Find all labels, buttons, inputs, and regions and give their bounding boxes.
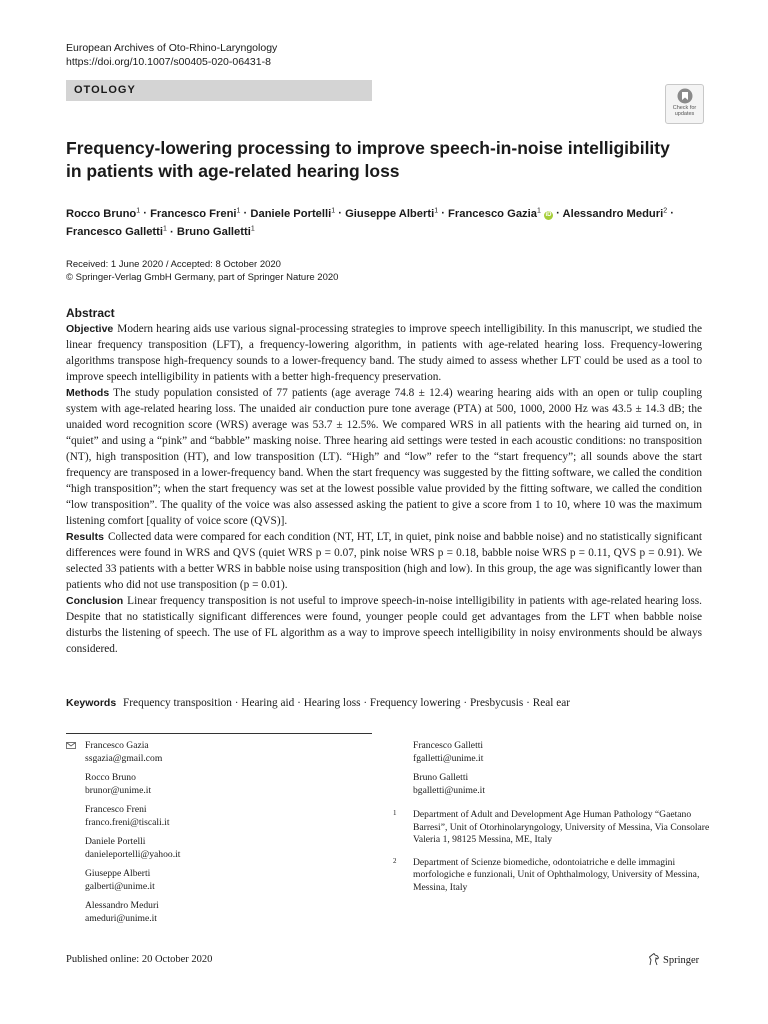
affiliation-item [393, 809, 713, 847]
abstract-methods: Methods The study population consisted of 77 patients (age average 74.8 ± 12.4) wearing hearing aids with an open or tulip coupling system with age-related hearing loss. The unaided air conduction pure tone average (PTA) at 500, 1000, 2000 Hz was 43.5 ± 14.3 dB; the unaided word recognition score (WRS) average was 53.7 ± 12.5%. We compared WRS in all patients with the hearing aid turned on, in “quiet” and using a “pink” and “babble” masking noise. Three hearing aid settings were tested in each acoustic conditions: no transposition (NT), high transposition (HT), and low transposition (LT). “High” and “low” refer to the “start frequency”; all sounds above the start frequency are transposed in a lower-frequency band. When the start frequency was suggested by the fitting software, we called the condition “high transposition”; when the start frequency was set at the lowest possible value provided by the fitting software, we called the condition “low transposition”. The quality of the voice was also assessed asking the patient to give a score from 1 to 10, where 10 was the maximum listening comfort [quality of voice score (QVS)]. [66, 387, 702, 527]
publisher-logo [648, 953, 699, 966]
author-separator: · [166, 226, 177, 239]
author-name[interactable]: Francesco Galletti [66, 226, 163, 239]
contact-email[interactable]: franco.freni@tiscali.it [85, 816, 170, 828]
footnote-divider [66, 733, 372, 734]
author-name[interactable]: Daniele Portelli [250, 207, 332, 220]
affiliation-item [393, 857, 713, 895]
keywords-text: Frequency transposition · Hearing aid · Hearing loss · Frequency lowering · Presbycusis · Real ear [123, 697, 571, 709]
received-accepted: Received: 1 June 2020 / Accepted: 8 October 2020 [66, 259, 281, 270]
author-item [563, 208, 668, 220]
check-updates-icon [677, 88, 693, 104]
abstract-conclusion: Conclusion Linear frequency transposition is not useful to improve speech-in-noise intelligibility in patients with age-related hearing loss. Despite that no statistically significant differences were found, younger people could get advantages from the LFT when babble noise disturbs the listening of speech. The use of FL algorithm as a way to improve speech intelligibility in noisy environments should be always considered. [66, 595, 702, 655]
contact-email[interactable]: fgalletti@unime.it [413, 752, 484, 764]
contact-email[interactable]: bgalletti@unime.it [413, 784, 485, 796]
contact-entry [66, 772, 366, 797]
contact-name: Giuseppe Alberti [85, 868, 151, 879]
author-affiliation-number: 1 [434, 207, 439, 214]
article-title: Frequency-lowering processing to improve speech-in-noise intelligibility in patients with age-related hearing loss [66, 138, 670, 181]
author-item [345, 208, 438, 220]
author-name[interactable]: Bruno Galletti [176, 226, 251, 239]
check-for-updates-button[interactable] [665, 84, 704, 124]
contact-email[interactable]: galberti@unime.it [85, 880, 155, 892]
author-separator: · [552, 207, 563, 220]
author-contacts-right [413, 740, 713, 804]
section-bar [66, 80, 372, 101]
abstract-heading: Abstract [66, 306, 115, 320]
contact-email[interactable]: ameduri@unime.it [85, 912, 157, 924]
check-updates-text: Check for updates [672, 105, 697, 117]
contact-name: Alessandro Meduri [85, 900, 159, 911]
author-contacts-left [66, 740, 366, 932]
author-affiliation-number: 1 [136, 207, 141, 214]
contact-name: Rocco Bruno [85, 772, 136, 783]
affiliations [393, 809, 713, 904]
section-label: OTOLOGY [74, 84, 136, 96]
author-separator: · [335, 207, 346, 220]
journal-name: European Archives of Oto-Rhino-Laryngology [66, 42, 278, 54]
author-affiliation-number: 1 [250, 225, 255, 233]
contact-name: Daniele Portelli [85, 836, 146, 847]
contact-email[interactable]: brunor@unime.it [85, 784, 152, 796]
author-item [177, 226, 255, 238]
keywords-label: Keywords [66, 697, 117, 709]
author-name[interactable]: Francesco Freni [150, 207, 237, 220]
contact-name: Bruno Galletti [413, 772, 469, 783]
contact-entry [66, 900, 366, 925]
author-name[interactable]: Rocco Bruno [66, 207, 137, 220]
springer-horse-icon [648, 953, 660, 966]
orcid-icon[interactable]: iD [545, 211, 552, 218]
contact-email[interactable]: ssgazia@gmail.com [85, 752, 163, 764]
affiliation-text: Department of Scienze biomediche, odontoiatriche e delle immagini morfologiche e funzionali, Unit of Ophthalmology, University of Messina, Messina, Italy [413, 856, 700, 893]
keywords [66, 695, 706, 711]
envelope-icon [66, 742, 76, 749]
author-item [448, 208, 553, 220]
contact-entry [413, 740, 713, 765]
contact-entry [66, 868, 366, 893]
affiliation-text: Department of Adult and Development Age Human Pathology “Gaetano Barresi”, Unit of Otorhinolaryngology, University of Messina, Via Consolare Valeria 1, 98125 Messina, ME, Italy [413, 809, 710, 845]
author-affiliation-number: 1 [163, 225, 167, 233]
contact-entry [66, 740, 366, 765]
journal-header [66, 41, 277, 69]
author-affiliation-number: 1 [536, 207, 541, 214]
published-date: Published online: 20 October 2020 [66, 954, 213, 965]
author-separator: · [667, 207, 674, 220]
author-name[interactable]: Alessandro Meduri [562, 207, 664, 220]
affiliation-number: 2 [393, 856, 397, 865]
publisher-name: Springer [663, 955, 700, 966]
contact-entry [66, 836, 366, 861]
contact-email[interactable]: danieleportelli@yahoo.it [85, 848, 181, 860]
author-affiliation-number: 2 [663, 207, 668, 214]
author-item [66, 208, 140, 220]
author-separator: · [438, 207, 449, 220]
abstract-results: Results Collected data were compared for each condition (NT, HT, LT, in quiet, pink noise and babble noise) and no statistically significant differences were found in WRS and QVS (quiet WRS p = 0.07, pink noise WRS p = 0.18, babble noise WRS p = 0.11, QVS p = 0.91). We selected 33 patients with a better WRS in babble noise using transposition (high and low). In this group, the age was significantly lower than patients who did not use transposition (p = 0.01). [66, 531, 702, 591]
contact-entry [66, 804, 366, 829]
doi-link[interactable]: https://doi.org/10.1007/s00405-020-06431-8 [66, 56, 271, 68]
author-affiliation-number: 1 [236, 207, 241, 214]
abstract-body [66, 321, 702, 657]
author-affiliation-number: 1 [331, 207, 336, 214]
abstract-objective: Objective Modern hearing aids use various signal-processing strategies to improve speech intelligibility. In this manuscript, we studied the linear frequency transposition (LFT), a frequency-lowering algorithm, in patients with age-related hearing loss. Frequency-lowering algorithms transpose high-frequency sounds to a lower-frequency band. The study aimed to assess whether LFT could be used as a tool to improve speech intelligibility in patients with a better high-frequency preservation. [66, 323, 702, 383]
author-item [66, 226, 167, 238]
author-separator: · [140, 207, 151, 220]
copyright: © Springer-Verlag GmbH Germany, part of Springer Nature 2020 [66, 272, 339, 283]
author-name[interactable]: Francesco Gazia [448, 207, 537, 220]
contact-entry [413, 772, 713, 797]
author-item [250, 208, 335, 220]
contact-name: Francesco Galletti [413, 740, 484, 751]
author-list [66, 203, 706, 240]
author-separator: · [240, 207, 251, 220]
contact-name: Francesco Freni [85, 804, 147, 815]
affiliation-number: 1 [393, 809, 397, 817]
author-name[interactable]: Giuseppe Alberti [345, 207, 435, 220]
contact-name: Francesco Gazia [85, 740, 149, 751]
article-dates [66, 258, 338, 284]
author-item [150, 208, 240, 220]
